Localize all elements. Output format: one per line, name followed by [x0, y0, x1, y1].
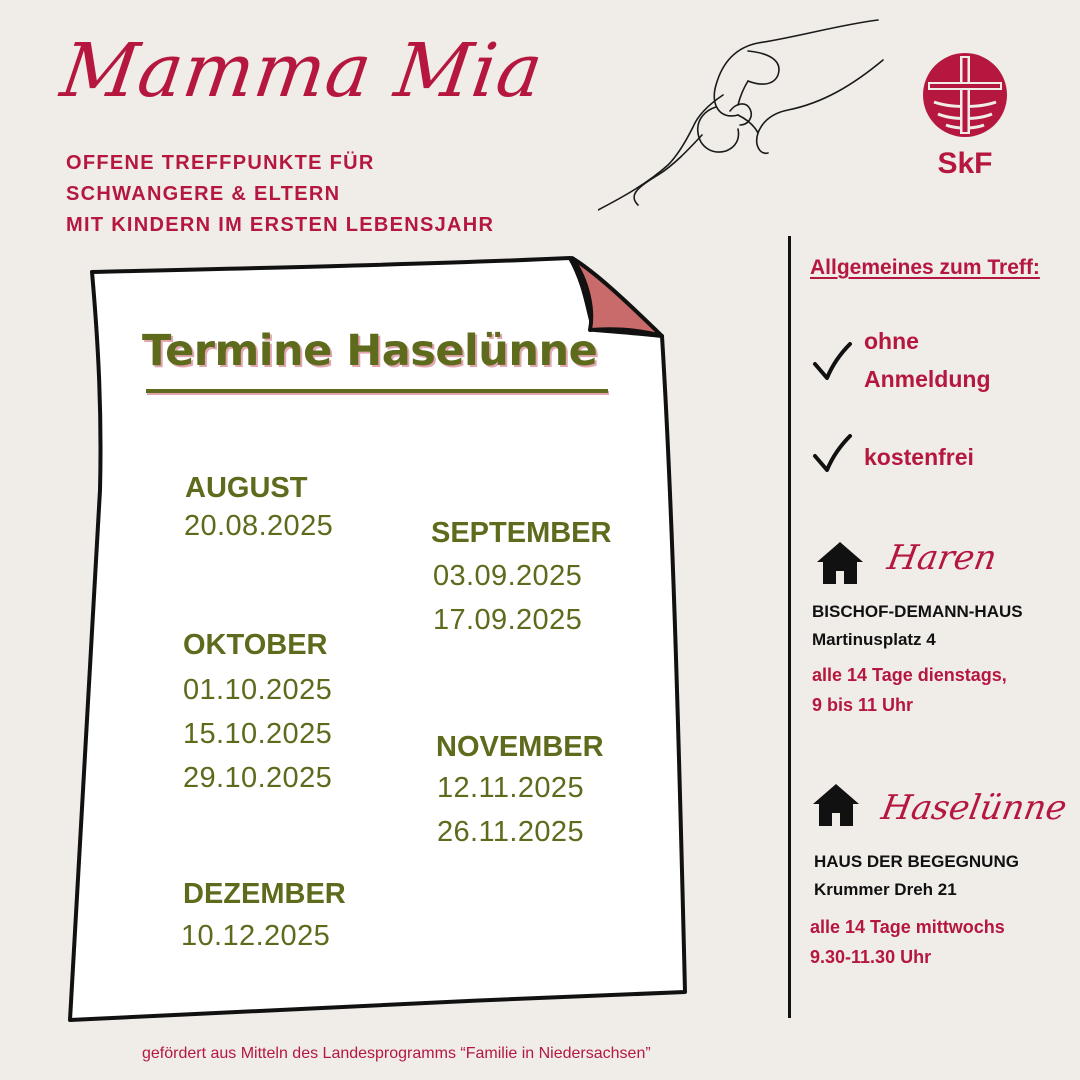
month-november: NOVEMBER: [436, 731, 604, 763]
check-line: ohne: [864, 328, 919, 354]
location-address-haselunne: [814, 848, 1019, 904]
check-item-free: [864, 438, 974, 476]
date-item: 20.08.2025: [184, 510, 334, 542]
time-line: 9.30-11.30 Uhr: [810, 947, 932, 967]
hands-illustration: [598, 15, 888, 215]
subtitle: [66, 148, 494, 241]
venue-name: HAUS DER BEGEGNUNG: [814, 852, 1019, 871]
time-line: alle 14 Tage dienstags,: [812, 665, 1007, 685]
location-times-haselunne: [810, 912, 1005, 972]
house-icon: [811, 782, 861, 828]
dates-oktober: [183, 668, 332, 800]
checkmark-icon: [812, 434, 854, 476]
logo-text: SkF: [937, 147, 993, 180]
month-august: AUGUST: [185, 472, 308, 504]
date-item: 29.10.2025: [183, 762, 333, 794]
checkmark-icon: [812, 342, 854, 384]
time-line: 9 bis 11 Uhr: [812, 695, 914, 715]
subtitle-line: MIT KINDERN IM ERSTEN LEBENSJAHR: [66, 214, 495, 236]
location-name-haselunne: Haselünne: [878, 788, 1070, 828]
schedule-title: Termine Haselünne: [142, 326, 598, 376]
street-address: Martinusplatz 4: [812, 630, 936, 649]
month-september: SEPTEMBER: [431, 517, 612, 549]
venue-name: BISCHOF-DEMANN-HAUS: [812, 602, 1023, 621]
dates-august: [184, 504, 333, 548]
dates-september: [433, 554, 582, 642]
date-item: 10.12.2025: [181, 920, 331, 952]
time-line: alle 14 Tage mittwochs: [810, 917, 1005, 937]
info-heading: Allgemeines zum Treff:: [810, 256, 1040, 279]
date-item: 17.09.2025: [433, 604, 583, 636]
footer-note: gefördert aus Mitteln des Landesprogramms “Familie in Niedersachsen”: [142, 1045, 651, 1062]
subtitle-line: OFFENE TREFFPUNKTE FÜR: [66, 152, 375, 174]
skf-cross-logo-icon: [920, 50, 1010, 140]
house-icon: [815, 540, 865, 586]
check-item-registration: [864, 322, 991, 398]
location-address-haren: [812, 598, 1023, 654]
dates-dezember: [181, 914, 330, 958]
schedule-title-underline: [146, 389, 608, 393]
page-title: Mamma Mia: [55, 28, 549, 114]
month-oktober: OKTOBER: [183, 629, 328, 661]
column-divider: [788, 236, 791, 1018]
skf-logo: [920, 50, 1010, 181]
street-address: Krummer Dreh 21: [814, 880, 957, 899]
date-item: 26.11.2025: [437, 816, 584, 848]
date-item: 03.09.2025: [433, 560, 583, 592]
location-name-haren: Haren: [884, 538, 1000, 578]
month-dezember: DEZEMBER: [183, 878, 346, 910]
subtitle-line: SCHWANGERE & ELTERN: [66, 183, 341, 205]
check-line: Anmeldung: [864, 366, 991, 392]
check-line: kostenfrei: [864, 444, 974, 470]
dates-november: [437, 766, 584, 854]
date-item: 15.10.2025: [183, 718, 333, 750]
date-item: 12.11.2025: [437, 772, 584, 804]
date-item: 01.10.2025: [183, 674, 333, 706]
location-times-haren: [812, 660, 1007, 720]
